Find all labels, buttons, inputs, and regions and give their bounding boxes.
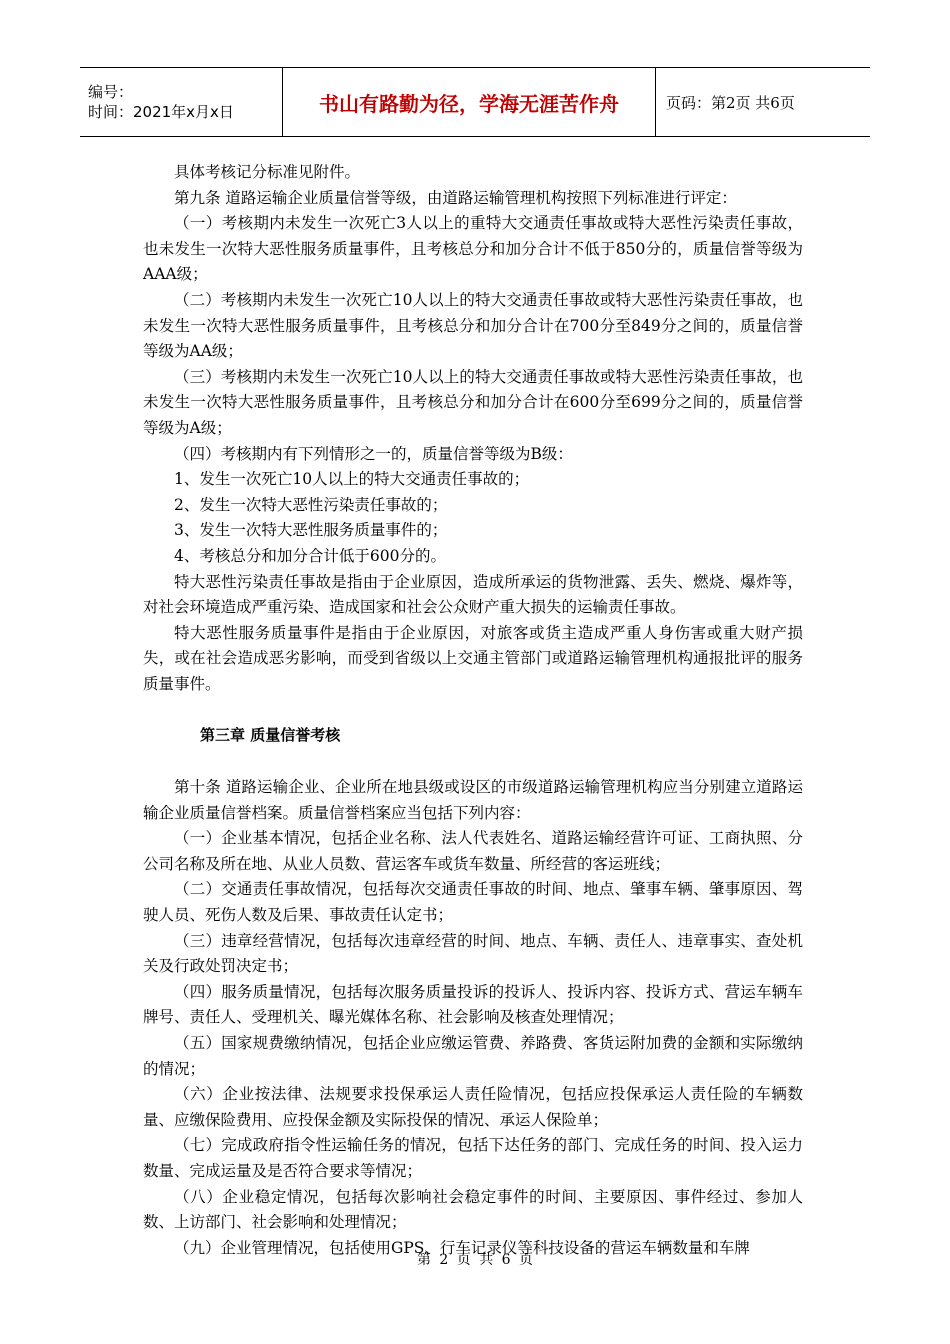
paragraph: 3、发生一次特大恶性服务质量事件的； <box>174 521 448 540</box>
paragraph: 第十条 道路运输企业、企业所在地县级或设区的市级道路运输管理机构应当分别建立道路运输企业质量信誉档案。质量信誉档案应当包括下列内容： <box>143 778 803 822</box>
paragraph: （三）考核期内未发生一次死亡10人以上的特大交通责任事故或特大恶性污染责任事故，也未发生一次特大恶性服务质量事件，且考核总分和加分合计在600分至699分之间的，质量信誉等级为A级； <box>143 367 803 437</box>
header-date: 时间：2021年x月x日 <box>88 103 234 121</box>
paragraph: （四）考核期内有下列情形之一的，质量信誉等级为B级： <box>174 444 573 463</box>
page-footer <box>0 1249 950 1269</box>
paragraph: 特大恶性污染责任事故是指由于企业原因，造成所承运的货物泄露、丢失、燃烧、爆炸等，对社会环境造成严重污染、造成国家和社会公众财产重大损失的运输责任事故。 <box>143 572 803 617</box>
header-meta <box>80 68 283 136</box>
paragraph: 1、发生一次死亡10人以上的特大交通责任事故的； <box>174 470 530 489</box>
paragraph: （五）国家规费缴纳情况，包括企业应缴运管费、养路费、客货运附加费的金额和实际缴纳的情况； <box>143 1034 803 1078</box>
header-motto <box>283 68 656 136</box>
document-body <box>143 160 803 1261</box>
paragraph: （一）企业基本情况，包括企业名称、法人代表姓名、道路运输经营许可证、工商执照、分公司名称及所在地、从业人员数、营运客车或货车数量、所经营的客运班线； <box>143 829 803 873</box>
footer-page-number: 第 2 页 共 6 页 <box>416 1252 534 1268</box>
paragraph: （二）考核期内未发生一次死亡10人以上的特大交通责任事故或特大恶性污染责任事故，也未发生一次特大恶性服务质量事件，且考核总分和加分合计在700分至849分之间的，质量信誉等级为AA级； <box>143 290 803 361</box>
page-header <box>80 67 870 137</box>
paragraph: 具体考核记分标准见附件。 <box>174 163 361 181</box>
paragraph: （七）完成政府指令性运输任务的情况，包括下达任务的部门、完成任务的时间、投入运力数量、完成运量及是否符合要求等情况； <box>143 1136 803 1180</box>
paragraph: （六）企业按法律、法规要求投保承运人责任险情况，包括应投保承运人责任险的车辆数量、应缴保险费用、应投保金额及实际投保的情况、承运人保险单； <box>143 1085 803 1129</box>
header-page <box>656 68 870 136</box>
paragraph: （八）企业稳定情况，包括每次影响社会稳定事件的时间、主要原因、事件经过、参加人数、上访部门、社会影响和处理情况； <box>143 1187 803 1232</box>
header-number: 编号： <box>88 83 134 101</box>
paragraph: （九）企业管理情况，包括使用GPS、行车记录仪等科技设备的营运车辆数量和车牌 <box>174 1238 750 1257</box>
chapter-title: 第三章 质量信誉考核 <box>200 726 341 745</box>
paragraph: （二）交通责任事故情况，包括每次交通责任事故的时间、地点、肇事车辆、肇事原因、驾驶人员、死伤人数及后果、事故责任认定书； <box>143 880 803 925</box>
header-page-text: 页码：第2页 共6页 <box>666 93 795 112</box>
paragraph: 特大恶性服务质量事件是指由于企业原因，对旅客或货主造成严重人身伤害或重大财产损失，或在社会造成恶劣影响，而受到省级以上交通主管部门或道路运输管理机构通报批评的服务质量事件。 <box>143 623 803 693</box>
paragraph: （四）服务质量情况，包括每次服务质量投诉的投诉人、投诉内容、投诉方式、营运车辆车牌号、责任人、受理机关、曝光媒体名称、社会影响及核查处理情况； <box>143 982 803 1027</box>
header-motto-text: 书山有路勤为径，学海无涯苦作舟 <box>319 91 619 116</box>
paragraph: 4、考核总分和加分合计低于600分的。 <box>174 546 446 565</box>
paragraph: 第九条 道路运输企业质量信誉等级，由道路运输管理机构按照下列标准进行评定： <box>174 188 737 207</box>
paragraph: （一）考核期内未发生一次死亡3人以上的重特大交通责任事故或特大恶性污染责任事故，也未发生一次特大恶性服务质量事件，且考核总分和加分合计不低于850分的，质量信誉等级为AAA级； <box>143 214 803 284</box>
paragraph: （三）违章经营情况，包括每次违章经营的时间、地点、车辆、责任人、违章事实、查处机关及行政处罚决定书； <box>143 931 803 976</box>
paragraph: 2、发生一次特大恶性污染责任事故的； <box>174 495 448 514</box>
